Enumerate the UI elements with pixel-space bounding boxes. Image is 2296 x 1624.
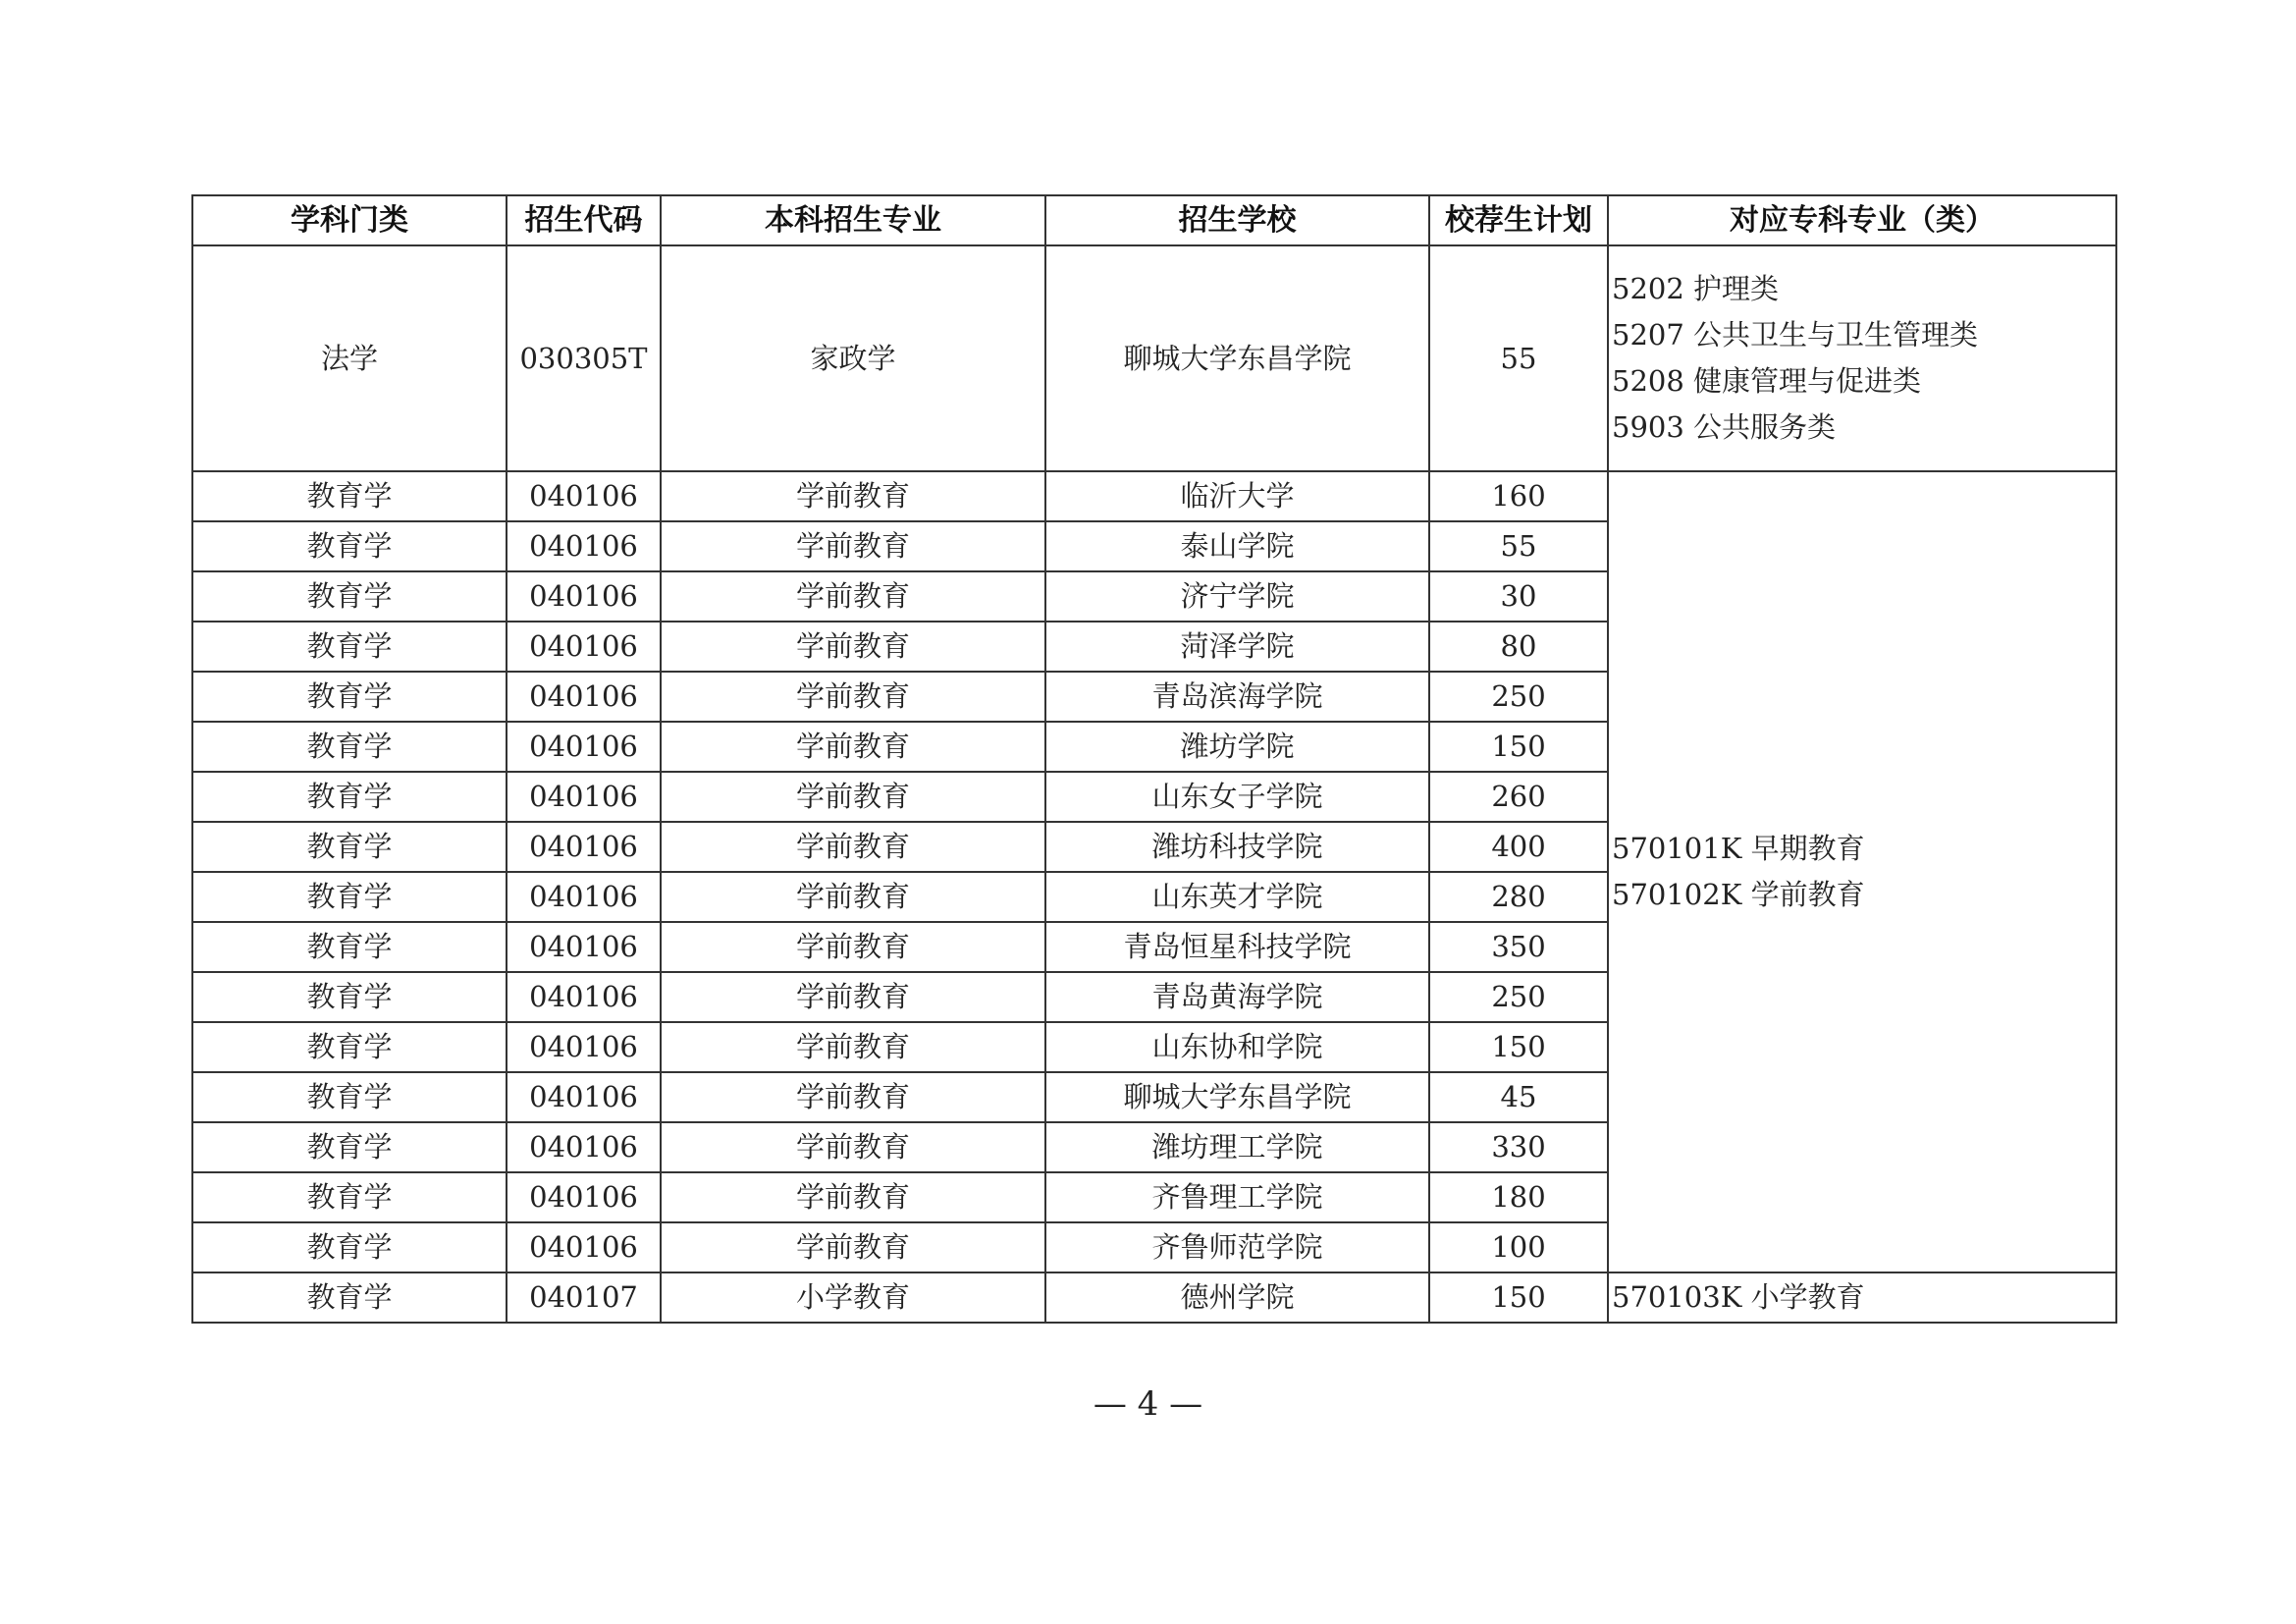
cell-code: 040106 (507, 1122, 661, 1172)
cell-plan: 180 (1429, 1172, 1608, 1222)
cell-category: 教育学 (192, 471, 507, 521)
cell-plan: 330 (1429, 1122, 1608, 1172)
cell-plan: 150 (1429, 1022, 1608, 1072)
cell-major: 学前教育 (661, 922, 1045, 972)
corresponding-item: 5903 公共服务类 (1612, 410, 1837, 444)
cell-major: 学前教育 (661, 1072, 1045, 1122)
cell-code: 040106 (507, 822, 661, 872)
cell-major: 学前教育 (661, 1122, 1045, 1172)
cell-major: 小学教育 (661, 1272, 1045, 1323)
cell-corresponding (1608, 245, 2116, 471)
corresponding-item: 570102K 学前教育 (1612, 878, 1865, 911)
cell-code: 040106 (507, 521, 661, 571)
cell-category: 教育学 (192, 722, 507, 772)
cell-code: 040106 (507, 672, 661, 722)
cell-school: 潍坊科技学院 (1045, 822, 1429, 872)
cell-major: 学前教育 (661, 672, 1045, 722)
table-row (192, 245, 2116, 471)
cell-plan: 250 (1429, 972, 1608, 1022)
table-row (192, 1272, 2116, 1323)
table-header-row (192, 195, 2116, 245)
cell-plan: 150 (1429, 722, 1608, 772)
cell-category: 教育学 (192, 1072, 507, 1122)
cell-code: 040107 (507, 1272, 661, 1323)
cell-code: 040106 (507, 872, 661, 922)
cell-category: 教育学 (192, 571, 507, 622)
cell-school: 青岛黄海学院 (1045, 972, 1429, 1022)
cell-school: 德州学院 (1045, 1272, 1429, 1323)
cell-category: 教育学 (192, 1122, 507, 1172)
cell-category: 教育学 (192, 1222, 507, 1272)
cell-school: 济宁学院 (1045, 571, 1429, 622)
cell-code: 040106 (507, 1072, 661, 1122)
cell-school: 聊城大学东昌学院 (1045, 1072, 1429, 1122)
cell-school: 齐鲁理工学院 (1045, 1172, 1429, 1222)
cell-plan: 150 (1429, 1272, 1608, 1323)
cell-category: 教育学 (192, 521, 507, 571)
cell-plan: 30 (1429, 571, 1608, 622)
corresponding-item: 570101K 早期教育 (1612, 832, 1865, 865)
cell-major: 学前教育 (661, 822, 1045, 872)
cell-category: 教育学 (192, 972, 507, 1022)
cell-category: 教育学 (192, 822, 507, 872)
cell-major: 家政学 (661, 245, 1045, 471)
cell-plan: 100 (1429, 1222, 1608, 1272)
cell-plan: 160 (1429, 471, 1608, 521)
corresponding-item: 5202 护理类 (1612, 272, 1780, 305)
header-code: 招生代码 (507, 195, 661, 245)
cell-plan: 55 (1429, 521, 1608, 571)
cell-school: 山东女子学院 (1045, 772, 1429, 822)
header-plan: 校荐生计划 (1429, 195, 1608, 245)
cell-major: 学前教育 (661, 1172, 1045, 1222)
cell-category: 教育学 (192, 672, 507, 722)
cell-plan: 45 (1429, 1072, 1608, 1122)
table-row (192, 471, 2116, 521)
cell-major: 学前教育 (661, 1022, 1045, 1072)
cell-category: 教育学 (192, 622, 507, 672)
cell-category: 法学 (192, 245, 507, 471)
cell-major: 学前教育 (661, 622, 1045, 672)
cell-category: 教育学 (192, 772, 507, 822)
header-corresponding: 对应专科专业（类） (1608, 195, 2116, 245)
corresponding-item: 5207 公共卫生与卫生管理类 (1612, 318, 1979, 352)
header-major: 本科招生专业 (661, 195, 1045, 245)
cell-major: 学前教育 (661, 872, 1045, 922)
cell-school: 临沂大学 (1045, 471, 1429, 521)
cell-code: 040106 (507, 1172, 661, 1222)
cell-code: 040106 (507, 571, 661, 622)
cell-category: 教育学 (192, 1172, 507, 1222)
header-school: 招生学校 (1045, 195, 1429, 245)
cell-code: 040106 (507, 471, 661, 521)
cell-school: 聊城大学东昌学院 (1045, 245, 1429, 471)
cell-major: 学前教育 (661, 471, 1045, 521)
cell-major: 学前教育 (661, 772, 1045, 822)
cell-code: 040106 (507, 1022, 661, 1072)
cell-category: 教育学 (192, 1022, 507, 1072)
cell-major: 学前教育 (661, 722, 1045, 772)
cell-school: 潍坊理工学院 (1045, 1122, 1429, 1172)
cell-code: 040106 (507, 722, 661, 772)
cell-major: 学前教育 (661, 521, 1045, 571)
cell-school: 青岛恒星科技学院 (1045, 922, 1429, 972)
cell-code: 040106 (507, 972, 661, 1022)
cell-school: 山东英才学院 (1045, 872, 1429, 922)
cell-code: 030305T (507, 245, 661, 471)
cell-major: 学前教育 (661, 972, 1045, 1022)
cell-code: 040106 (507, 772, 661, 822)
page-number: — 4 — (1093, 1384, 1203, 1424)
header-category: 学科门类 (192, 195, 507, 245)
cell-category: 教育学 (192, 1272, 507, 1323)
cell-plan: 80 (1429, 622, 1608, 672)
cell-plan: 350 (1429, 922, 1608, 972)
cell-plan: 260 (1429, 772, 1608, 822)
enrollment-table (191, 194, 2117, 1324)
cell-code: 040106 (507, 622, 661, 672)
cell-school: 青岛滨海学院 (1045, 672, 1429, 722)
cell-category: 教育学 (192, 872, 507, 922)
cell-plan: 280 (1429, 872, 1608, 922)
cell-school: 山东协和学院 (1045, 1022, 1429, 1072)
cell-school: 菏泽学院 (1045, 622, 1429, 672)
cell-corresponding-group (1608, 471, 2116, 1272)
cell-major: 学前教育 (661, 1222, 1045, 1272)
cell-major: 学前教育 (661, 571, 1045, 622)
cell-school: 泰山学院 (1045, 521, 1429, 571)
cell-school: 潍坊学院 (1045, 722, 1429, 772)
corresponding-item: 5208 健康管理与促进类 (1612, 364, 1922, 398)
cell-plan: 55 (1429, 245, 1608, 471)
cell-code: 040106 (507, 922, 661, 972)
cell-plan: 400 (1429, 822, 1608, 872)
cell-corresponding: 570103K 小学教育 (1608, 1272, 2116, 1323)
cell-category: 教育学 (192, 922, 507, 972)
cell-school: 齐鲁师范学院 (1045, 1222, 1429, 1272)
cell-code: 040106 (507, 1222, 661, 1272)
cell-plan: 250 (1429, 672, 1608, 722)
